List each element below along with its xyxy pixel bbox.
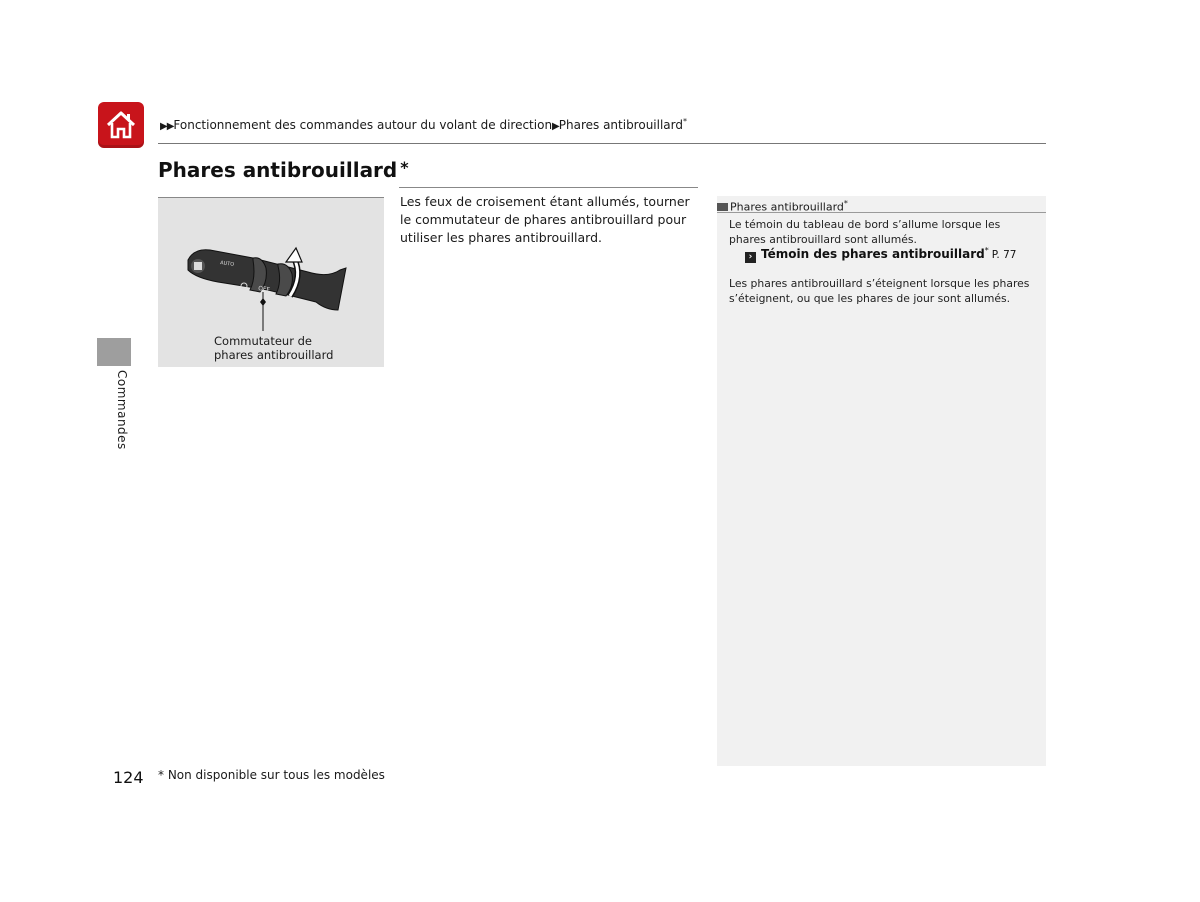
switch-callout-label xyxy=(214,334,333,362)
off-marking: OFF xyxy=(257,285,271,294)
home-icon xyxy=(104,108,138,142)
page-title-text: Phares antibrouillard xyxy=(158,158,398,182)
page-title-marker: * xyxy=(400,158,409,177)
availability-footnote: * Non disponible sur tous les modèles xyxy=(158,768,385,782)
instruction-paragraph: Les feux de croisement étant allumés, tourner le commutateur de phares antibrouillard pour utiliser les phares antibrouillard. xyxy=(400,194,690,245)
header-divider xyxy=(158,143,1046,144)
note-marker-icon xyxy=(717,203,728,211)
cross-reference[interactable] xyxy=(745,246,1016,263)
page-title xyxy=(158,158,409,182)
sidebar-heading xyxy=(717,196,1046,213)
cross-reference-marker: * xyxy=(984,246,989,255)
chapter-tab-label: Commandes xyxy=(115,370,129,450)
page-number: 124 xyxy=(113,768,144,787)
breadcrumb-page: Phares antibrouillard xyxy=(558,118,683,132)
switch-callout-line1: Commutateur de xyxy=(214,334,312,348)
switch-callout-line2: phares antibrouillard xyxy=(214,348,334,362)
chapter-tab[interactable] xyxy=(97,338,131,366)
auto-marking: AUTO xyxy=(219,260,235,268)
cross-reference-page[interactable]: P. 77 xyxy=(991,249,1017,261)
breadcrumb-section-link[interactable]: Fonctionnement des commandes autour du volant de direction xyxy=(173,118,553,132)
home-button[interactable] xyxy=(98,102,144,148)
breadcrumb-availability-marker: * xyxy=(683,117,687,126)
cross-reference-arrow-icon: › xyxy=(745,252,756,263)
notes-sidebar xyxy=(717,196,1046,766)
breadcrumb-arrow-icon: ▶▶ xyxy=(160,121,174,132)
body-divider xyxy=(399,187,698,188)
sidebar-note-indicator: Le témoin du tableau de bord s’allume lorsque les phares antibrouillard sont allumés. xyxy=(729,218,1001,246)
breadcrumb-separator-icon: ▶ xyxy=(552,121,559,132)
sidebar-note-off: Les phares antibrouillard s’éteignent lorsque les phares s’éteignent, ou que les phares de jour sont allumés. xyxy=(729,277,1030,305)
sidebar-heading-marker: * xyxy=(843,199,848,208)
cross-reference-title[interactable]: Témoin des phares antibrouillard xyxy=(761,247,985,261)
switch-illustration xyxy=(158,197,384,367)
breadcrumb xyxy=(160,117,687,132)
sidebar-heading-text: Phares antibrouillard xyxy=(730,200,844,214)
